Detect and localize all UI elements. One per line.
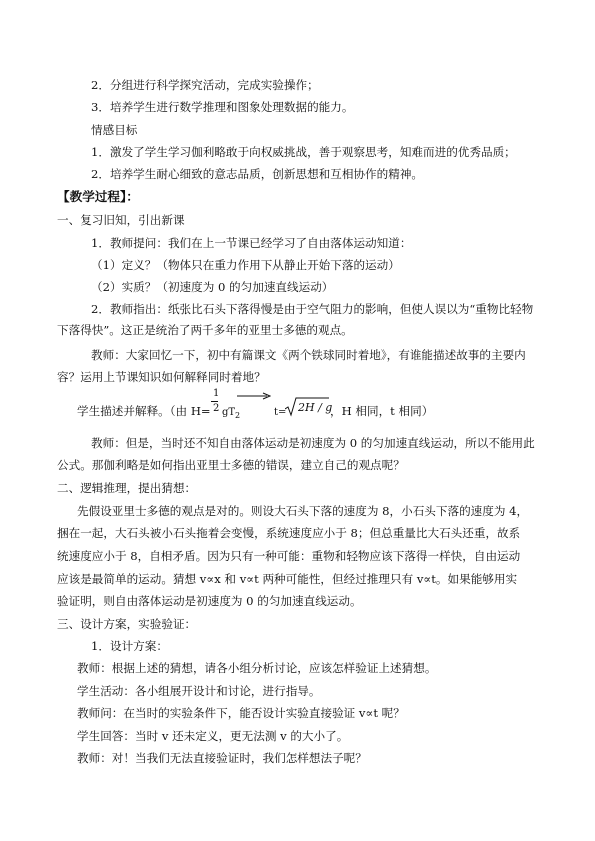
affective-goal-2: 2．培养学生耐心细致的意志品质，创新思想和互相协作的精神。	[91, 167, 424, 181]
teacher-point-line-2: 下落得快”。这正是统治了两千多年的亚里士多德的观点。	[57, 323, 353, 337]
teacher-but-line-1: 教师：但是，当时还不知自由落体运动是初速度为 0 的匀加速直线运动，所以不能用此	[91, 436, 535, 450]
objective-3: 3．培养学生进行数学推理和图象处理数据的能力。	[91, 100, 354, 114]
teacher-question-line: 教师问：在当时的实验条件下，能否设计实验直接验证 v∝t 呢？	[77, 706, 405, 720]
student-activity-line: 学生活动：各小组展开设计和讨论，进行指导。	[77, 684, 321, 698]
teacher-question-1: 1．教师提问：我们在上一节课已经学习了自由落体运动知道：	[91, 236, 412, 250]
definition-line: （1）定义？（物体只在重力作用下从静止开始下落的运动）	[91, 258, 400, 272]
reasoning-line-1: 先假设亚里士多德的观点是对的。则设大石头下落的速度为 8，小石头下落的速度为 4，	[77, 504, 529, 518]
formula-fraction-numerator: 1	[213, 388, 220, 399]
objective-2: 2．分组进行科学探究活动，完成实验操作；	[91, 78, 319, 92]
teacher-final-line: 教师：对！当我们无法直接验证时，我们怎样想法子呢？	[77, 751, 367, 765]
formula-fraction-bar	[211, 401, 218, 402]
design-heading: 1．设计方案：	[91, 639, 168, 653]
formula-fraction-denominator: 2	[213, 403, 220, 414]
formula-lead: 学生描述并解释。（由 H=	[77, 404, 211, 418]
formula-radicand: 2H / g	[298, 401, 333, 414]
affective-goal-heading: 情感目标	[91, 123, 138, 137]
teacher-recall-line-1: 教师：大家回忆一下，初中有篇课文《两个铁球同时着地》，有谁能描述故事的主要内	[91, 348, 526, 362]
section-1-heading: 一、复习旧知，引出新课	[57, 213, 185, 227]
formula-tail: ，H 相同，t 相同）	[330, 404, 434, 418]
formula-gt: gT	[222, 407, 236, 418]
reasoning-line-2: 捆在一起，大石头被小石头拖着会变慢，系统速度应小于 8；但总重量比大石头还重，故系	[57, 526, 521, 540]
formula-t-equals: t=	[274, 407, 287, 418]
section-3-heading: 三、设计方案，实验验证：	[57, 617, 197, 631]
student-answer-line: 学生回答：当时 v 还未定义，更无法测 v 的大小了。	[77, 729, 349, 743]
teacher-design-line: 教师：根据上述的猜想，请各小组分析讨论，应该怎样验证上述猜想。	[77, 661, 437, 675]
essence-line: （2）实质？（初速度为 0 的匀加速直线运动）	[91, 280, 334, 294]
teacher-recall-line-2: 容？运用上节课知识如何解释同时着地？	[57, 370, 266, 384]
affective-goal-1: 1．激发了学生学习伽利略敢于向权威挑战，善于观察思考，知难而进的优秀品质；	[91, 145, 516, 159]
reasoning-line-5: 验证明，则自由落体运动是初速度为 0 的匀加速直线运动。	[57, 594, 362, 608]
right-arrow-icon	[237, 392, 271, 400]
section-2-heading: 二、逻辑推理，提出猜想：	[57, 481, 197, 495]
teacher-but-line-2: 公式。那伽利略是如何指出亚里士多德的错误，建立自己的观点呢？	[57, 458, 405, 472]
formula-gt-subscript: 2	[235, 411, 241, 420]
teaching-process-heading: 【教学过程】：	[57, 189, 139, 204]
teacher-point-line-1: 2．教师指出：纸张比石头下落得慢是由于空气阻力的影响，但使人误以为“重物比轻物	[91, 302, 534, 316]
reasoning-line-3: 统速度应小于 8，自相矛盾。因为只有一种可能：重物和轻物应该下落得一样快，自由运动	[57, 549, 521, 563]
reasoning-line-4: 应该是最简单的运动。猜想 v∝x 和 v∝t 两种可能性，但经过推理只有 v∝t。如果能够用实	[57, 572, 518, 586]
